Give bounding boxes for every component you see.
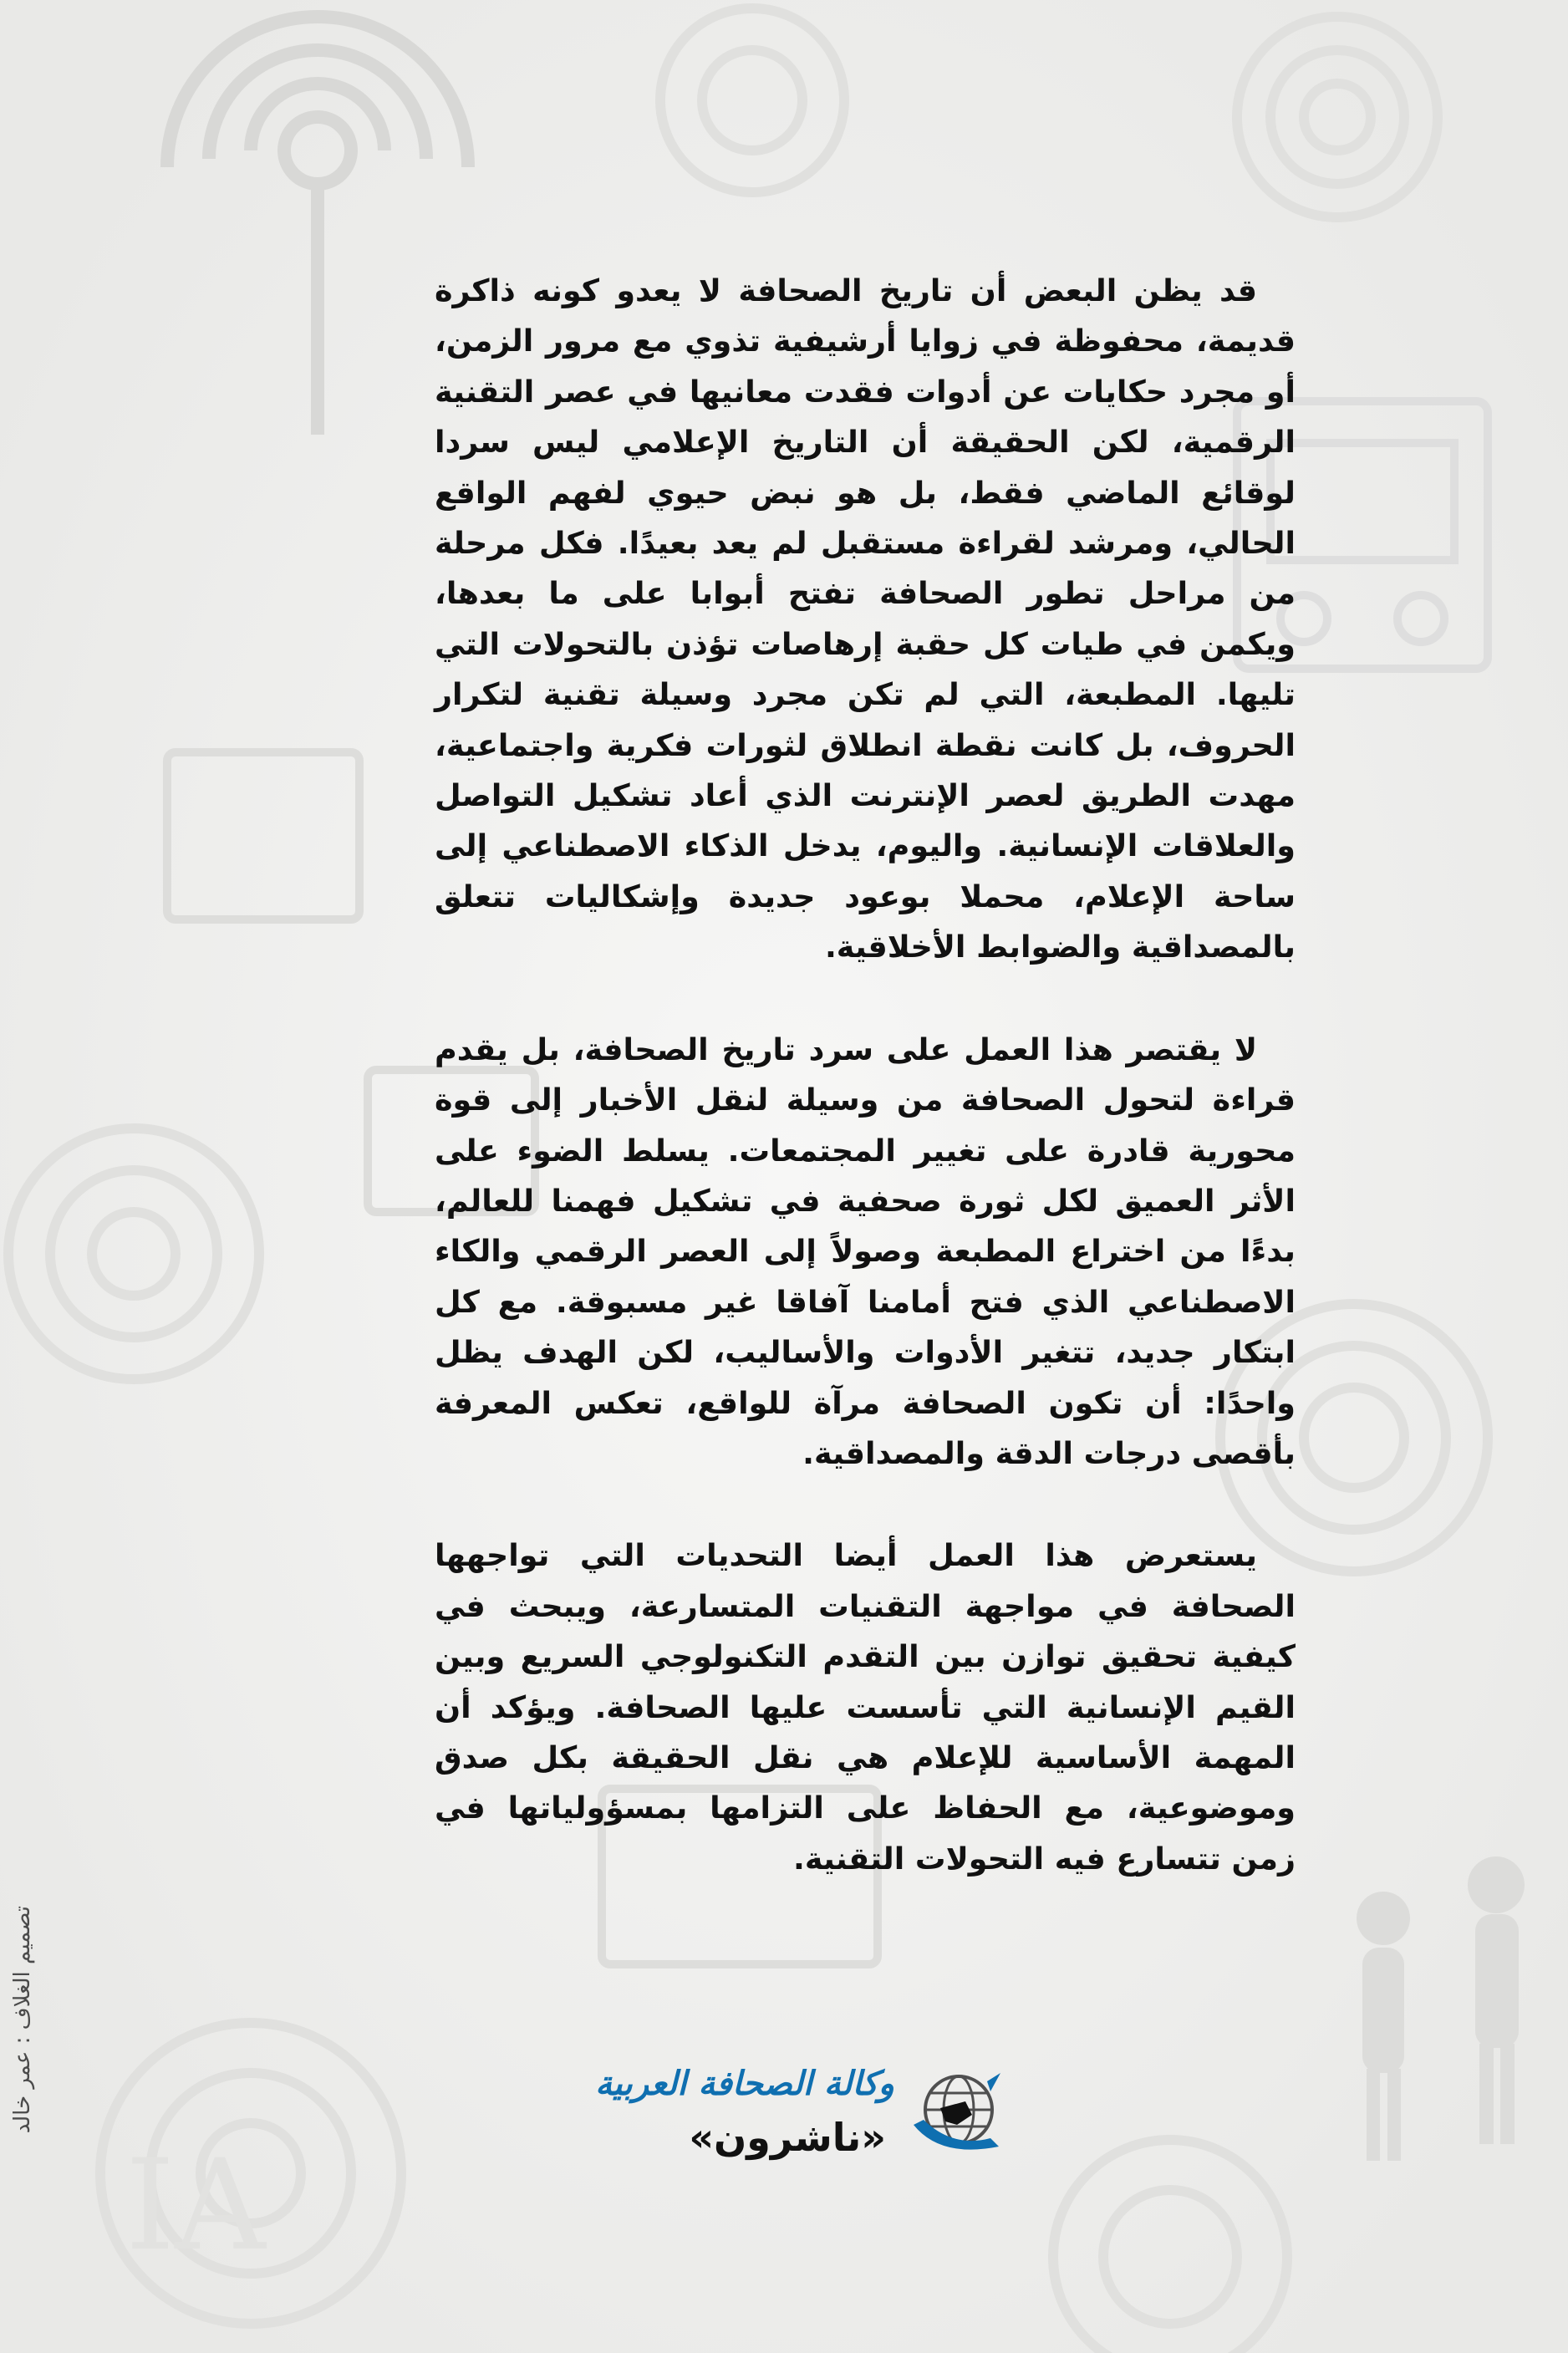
publisher-agency-name: وكالة الصحافة العربية — [595, 2065, 894, 2103]
watermark-text: IA — [125, 2133, 266, 2279]
publisher-brand: «ناشرون» — [689, 2115, 886, 2160]
publisher-logo-block — [577, 2056, 1011, 2182]
paragraph-1: قد يظن البعض أن تاريخ الصحافة لا يعدو كونه ذاكرة قديمة، محفوظة في زوايا أرشيفية تذوي مع مرور الزمن، أو مجرد حكايات عن أدوات فقدت معانيها في عصر التقنية الرقمية، لكن الحقيقة أن التاريخ الإعلامي ليس سردا لوقائع الماضي فقط، بل هو نبض حيوي لفهم الواقع الحالي، ومرشد لقراءة مستقبل لم يعد بعيدًا. فكل مرحلة من مراحل تطور الصحافة تفتح أبوابا على ما بعدها، ويكمن في طيات كل حقبة إرهاصات تؤذن بالتحولات التي تليها. المطبعة، التي لم تكن مجرد وسيلة تقنية لتكرار الحروف، بل كانت نقطة انطلاق لثورات فكرية واجتماعية، مهدت الطريق لعصر الإنترنت الذي أعاد تشكيل التواصل والعلاقات الإنسانية. واليوم، يدخل الذكاء الاصطناعي إلى ساحة الإعلام، محملا بوعود جديدة وإشكاليات تتعلق بالمصداقية والضوابط الأخلاقية. — [435, 272, 1296, 965]
globe-pen-logo-icon — [907, 2066, 1011, 2165]
cover-design-credit — [10, 1906, 35, 1989]
paragraph-2: لا يقتصر هذا العمل على سرد تاريخ الصحافة، بل يقدم قراءة لتحول الصحافة من وسيلة لنقل الأخبار إلى قوة محورية قادرة على تغيير المجتمعات. يسلط الضوء على الأثر العميق لكل ثورة صحفية في تشكيل فهمنا للعالم، بدءًا من اختراع المطبعة وصولاً إلى العصر الرقمي والكاء الاصطناعي الذي فتح أمامنا آفاقا غير مسبوقة. مع كل ابتكار جديد، تتغير الأدوات والأساليب، لكن الهدف يظل واحدًا: أن تكون الصحافة مرآة للواقع، تعكس المعرفة بأقصى درجات الدقة والمصداقية. — [435, 1031, 1296, 1471]
paragraph-3: يستعرض هذا العمل أيضا التحديات التي تواجهها الصحافة في مواجهة التقنيات المتسارعة، ويبحث في كيفية تحقيق توازن بين التقدم التكنولوجي السريع وبين القيم الإنسانية التي تأسست عليها الصحافة. ويؤكد أن المهمة الأساسية للإعلام هي نقل الحقيقة بكل صدق وموضوعية، مع الحفاظ على التزامها بمسؤولياتها في زمن تتسارع فيه التحولات التقنية. — [435, 1537, 1296, 1877]
back-cover-text — [435, 266, 1296, 1884]
